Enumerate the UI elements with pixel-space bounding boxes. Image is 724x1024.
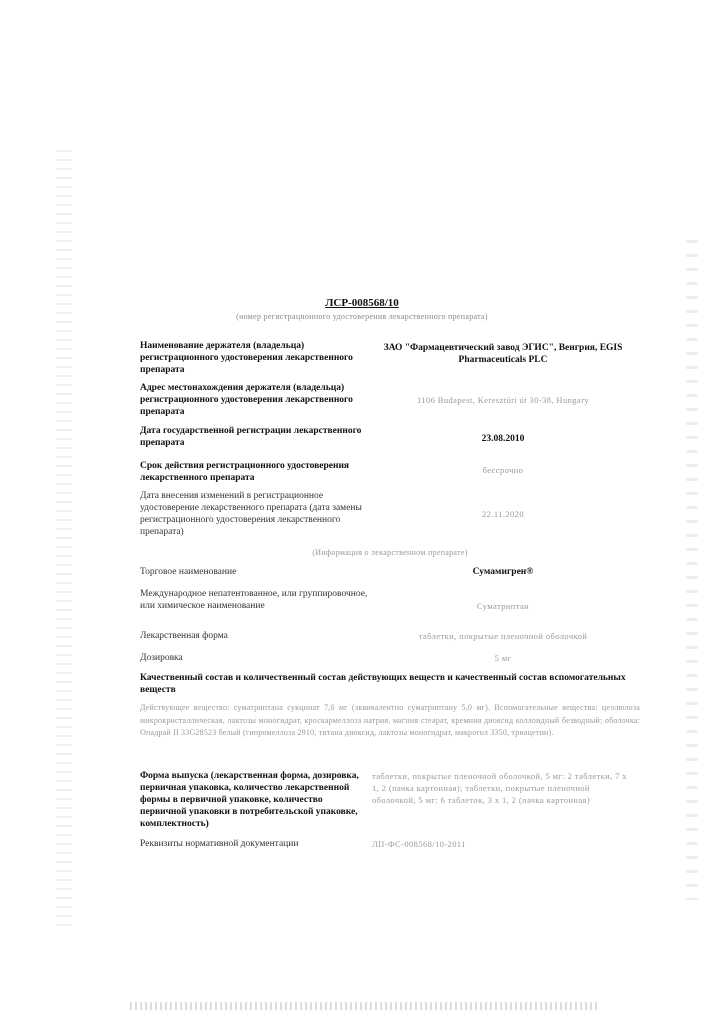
row-value: 1106 Budapest, Keresztúri út 30-38, Hungary bbox=[417, 395, 589, 405]
scan-noise-bottom bbox=[130, 1002, 600, 1010]
row-label: Международное непатентованное, или группировочное, или химическое наименование bbox=[140, 589, 368, 611]
row-label: Адрес местонахождения держателя (владельца) регистрационного удостоверения лекарственного препарата bbox=[140, 383, 353, 417]
row-label: Дата внесения изменений в регистрационное удостоверение лекарственного препарата (дата замены регистрационного удостоверения лекарственного препарата) bbox=[140, 491, 362, 537]
row-value: 23.08.2010 bbox=[481, 434, 525, 444]
composition-title: Качественный состав и количественный состав действующих веществ и качественный состав вспомогательных веществ bbox=[140, 673, 626, 695]
registration-number: ЛСР-008568/10 bbox=[325, 297, 399, 309]
row-value: Суматриптан bbox=[476, 601, 530, 611]
row-value: таблетки, покрытые пленочной оболочкой, 5 мг: 2 таблетки, 7 х 1, 2 (пачка картонная); таблетки, покрытые пленочной оболочкой, 5 мг: 6 таблеток, 3 х 1, 2 (пачка картонная) bbox=[372, 771, 627, 805]
row-label: Дата государственной регистрации лекарственного препарата bbox=[140, 426, 362, 448]
row-value: 22.11.2020 bbox=[482, 509, 524, 519]
row-label: Торговое наименование bbox=[140, 567, 237, 577]
row-value: ЗАО "Фармацевтический завод ЭГИС", Венгрия, EGIS Pharmaceuticals PLC bbox=[383, 343, 623, 365]
scan-noise-left bbox=[56, 150, 72, 930]
row-label: Форма выпуска (лекарственная форма, дозировка, первичная упаковка, количество лекарственной формы в первичной упаковке, количество первичной упаковки в потребительской упаковке, комплектность) bbox=[140, 771, 359, 829]
row-label: Срок действия регистрационного удостоверения лекарственного препарата bbox=[140, 461, 350, 483]
registration-caption: (номер регистрационного удостоверения лекарственного препарата) bbox=[236, 312, 488, 321]
row-value: Сумамигрен® bbox=[472, 567, 534, 577]
row-value: бессрочно bbox=[482, 465, 524, 475]
composition-text: Действующее вещество: суматриптана сукцинат 7,0 мг (эквивалентно суматриптану 5,0 мг). Вспомогательные вещества: целлюлоза микрокристаллическая, лактозы моногидрат, кроскармеллоза натрия, магния стеарат, кремния диоксид коллоидный безводный; оболочка: Опадрай II 33G28523 белый (гипромеллоза 2910, титана диоксид, лактозы моногидрат, макрогол 3350, триацетин). bbox=[140, 703, 640, 737]
row-label: Реквизиты нормативной документации bbox=[140, 839, 299, 849]
row-label: Наименование держателя (владельца) регистрационного удостоверения лекарственного препарата bbox=[140, 341, 353, 375]
row-label: Лекарственная форма bbox=[140, 631, 228, 641]
row-value: 5 мг bbox=[494, 653, 512, 663]
drug-info-caption: (Информация о лекарственном препарате) bbox=[312, 548, 468, 557]
row-label: Дозировка bbox=[140, 653, 183, 663]
row-value: ЛП-ФС-008568/10-2011 bbox=[372, 839, 466, 849]
scan-noise-right bbox=[686, 240, 698, 900]
row-value: таблетки, покрытые пленочной оболочкой bbox=[418, 631, 588, 641]
